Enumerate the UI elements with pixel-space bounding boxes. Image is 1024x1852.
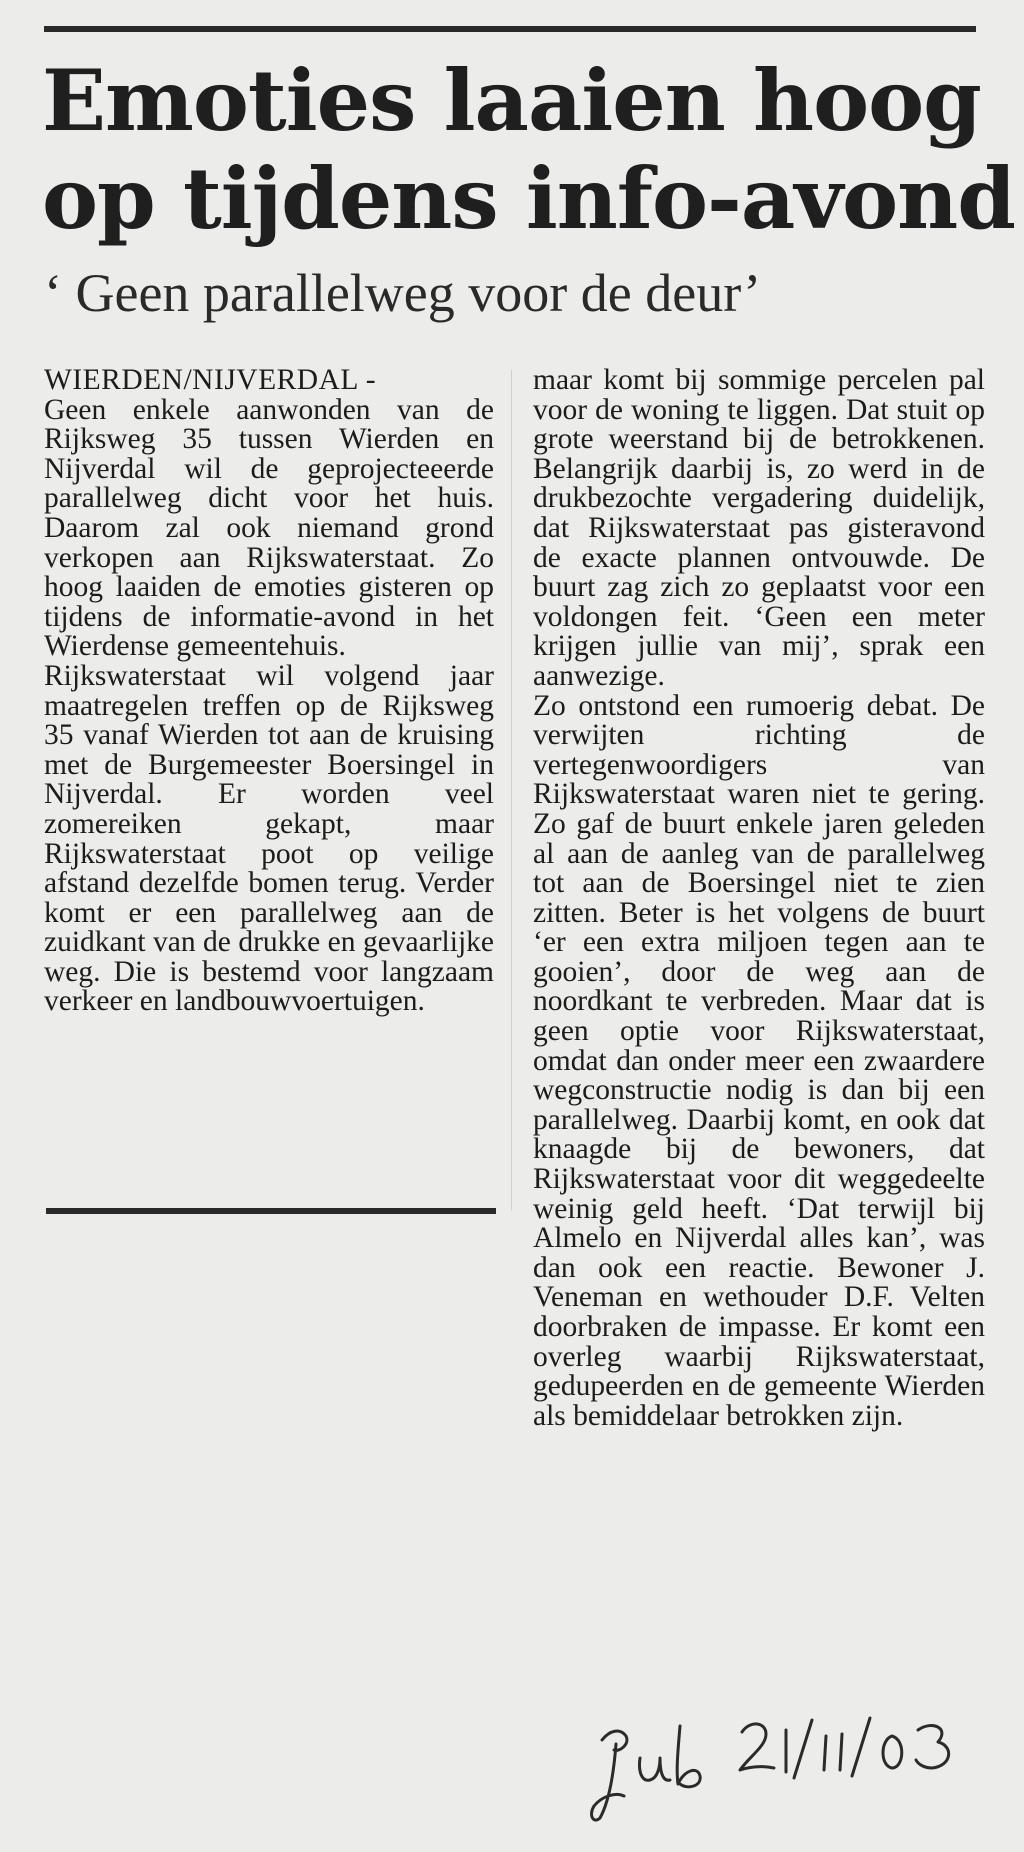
left-column-end-rule [46, 1208, 496, 1214]
headline-line-2: op tijdens info-avond [42, 149, 1015, 248]
top-rule [44, 26, 976, 32]
right-paragraph-2: Zo ontstond een rumoerig debat. De verwijten richting de vertegenwoordigers van Rijkswaterstaat waren niet te gering. Zo gaf de buurt enkele jaren geleden al aan de aanleg van de parallelweg tot aan de Boersingel niet te zien zitten. Beter is het volgens de buurt ‘er een extra miljoen tegen aan te gooien’, door de weg aan de noordkant te verbreden. Maar dat is geen optie voor Rijkswaterstaat, omdat dan onder meer een zwaardere wegconstructie nodig is dan bij een parallelweg. Daarbij komt, en ook dat knaagde bij de bewoners, dat Rijkswaterstaat voor dit weggedeelte weinig geld heeft. ‘Dat terwijl bij Almelo en Nijverdal alles kan’, was dan ook een reactie. Bewoner J. Veneman en wethouder D.F. Velten doorbraken de impasse. Er komt een overleg waarbij Rijkswaterstaat, gedupeerden en de gemeente Wierden als bemiddelaar betrokken zijn. [533, 689, 985, 1432]
left-paragraph-2: Rijkswaterstaat wil volgend jaar maatregelen treffen op de Rijksweg 35 vanaf Wierden tot aan de kruising met de Burgemeester Boersingel in Nijverdal. Er worden veel zomereiken gekapt, maar Rijkswaterstaat poot op veilige afstand dezelfde bomen terug. Verder komt er een parallelweg aan de zuidkant van de drukke en gevaarlijke weg. Die is bestemd voor langzaam verkeer en landbouwvoertuigen. [44, 659, 494, 1018]
dateline: WIERDEN/NIJVERDAL - [44, 364, 377, 396]
right-paragraph-1: maar komt bij sommige percelen pal voor de woning te liggen. Dat stuit op grote weerstand bij de betrokkenen. Belangrijk daarbij is, zo werd in de drukbezochte vergadering duidelijk, dat Rijkswaterstaat pas gisteravond de exacte plannen ontvouwde. De buurt zag zich zo geplaatst voor een voldongen feit. ‘Geen een meter krijgen jullie van mij’, sprak een aanwezige. [533, 364, 985, 692]
subheadline: ‘ Geen parallelweg voor de deur’ [44, 263, 762, 323]
headline [42, 51, 1015, 248]
article-column-right [533, 366, 985, 1431]
article-column-left [44, 366, 494, 1017]
column-divider [511, 370, 512, 1210]
handwritten-signature [580, 1700, 980, 1830]
headline-line-1: Emoties laaien hoog [42, 51, 981, 150]
left-paragraph-1: Geen enkele aanwonden van de Rijksweg 35 tussen Wierden en Nijverdal wil de geprojecteeerde parallelweg dicht voor het huis. Daarom zal ook niemand grond verkopen aan Rijkswaterstaat. Zo hoog laaiden de emoties gisteren op tijdens de informatie-avond in het Wierdense gemeentehuis. [44, 393, 494, 663]
